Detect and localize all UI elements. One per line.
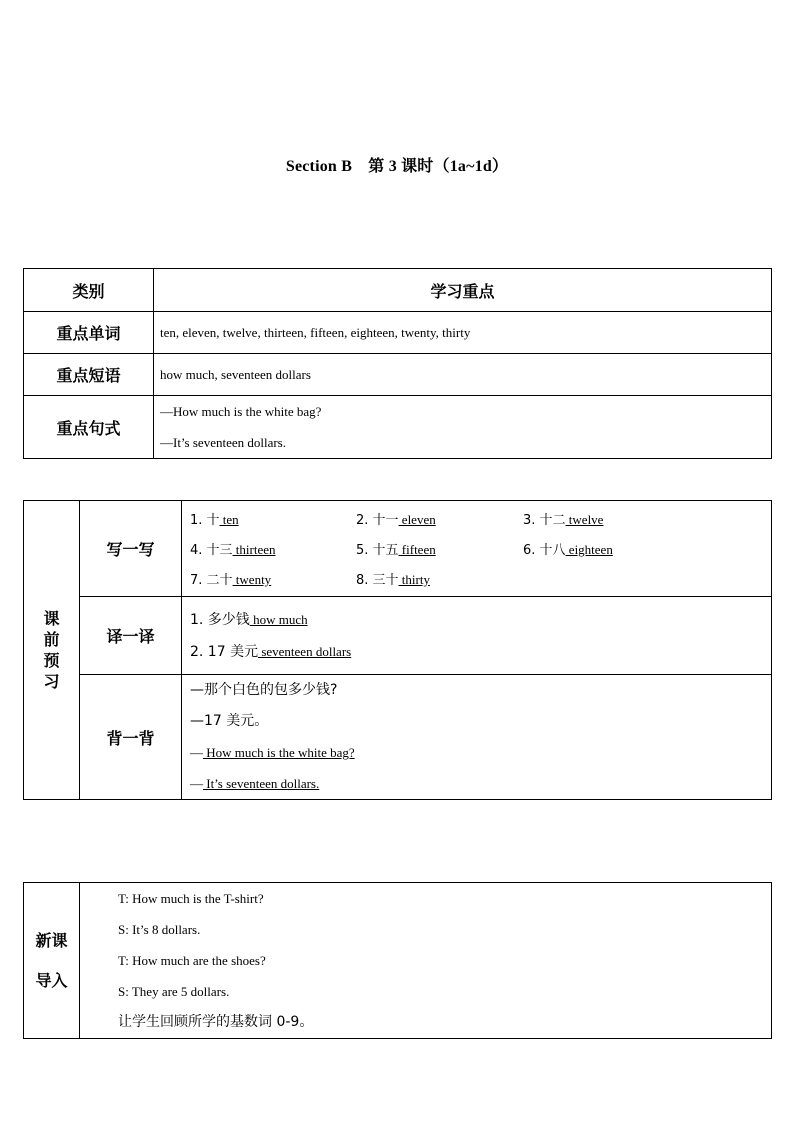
write-content [182,501,772,597]
lead-in-label-line: 导入 [35,970,68,990]
translate-label: 译一译 [80,597,182,675]
write-item: 5. 十五 fifteen [356,542,436,558]
translate-content [182,597,772,675]
lead-in-content [80,883,772,1039]
translate-item: 2. 17 美元 seventeen dollars [190,643,352,660]
write-label: 写一写 [80,501,182,597]
sentence-line: —How much is the white bag? [160,404,322,419]
lead-in-label-line: 新课 [35,930,68,950]
write-item: 4. 十三 thirteen [190,542,276,558]
dialogue-line: S: It’s 8 dollars. [118,922,201,937]
section-label-char: 课前预习 [43,609,60,691]
recite-line: —17 美元。 [190,713,269,729]
write-item: 6. 十八 eighteen [523,542,613,558]
section-label-preview [24,501,80,800]
row-label-words: 重点单词 [24,312,154,354]
lead-in-table [23,882,772,1039]
dialogue-line: S: They are 5 dollars. [118,984,230,999]
recite-answer: — How much is the white bag? [190,745,355,760]
recite-answer: — It’s seventeen dollars. [190,776,320,791]
key-points-table [23,268,772,459]
page-title: Section B 第 3 课时（1a~1d） [285,158,509,175]
write-item: 8. 三十 thirty [356,572,430,588]
preview-table [23,500,772,800]
recite-content [182,675,772,800]
header-key-points: 学习重点 [154,269,772,312]
row-content-sentences [154,396,772,459]
write-item: 2. 十一 eleven [356,512,436,528]
recite-line: —那个白色的包多少钱? [190,682,338,698]
lead-in-label [24,883,80,1039]
translate-item: 1. 多少钱 how much [190,611,308,628]
instruction-line: 让学生回顾所学的基数词 0-9。 [118,1014,314,1030]
write-item: 3. 十二 twelve [523,512,604,528]
write-item: 1. 十 ten [190,512,239,528]
row-content-words: ten, eleven, twelve, thirteen, fifteen, eighteen, twenty, thirty [154,312,772,354]
sentence-line: —It’s seventeen dollars. [160,435,286,450]
header-category: 类别 [24,269,154,312]
dialogue-line: T: How much are the shoes? [118,953,266,968]
row-label-sentences: 重点句式 [24,396,154,459]
row-label-phrases: 重点短语 [24,354,154,396]
recite-label: 背一背 [80,675,182,800]
dialogue-line: T: How much is the T-shirt? [118,891,264,906]
write-item: 7. 二十 twenty [190,572,272,588]
row-content-phrases: how much, seventeen dollars [154,354,772,396]
